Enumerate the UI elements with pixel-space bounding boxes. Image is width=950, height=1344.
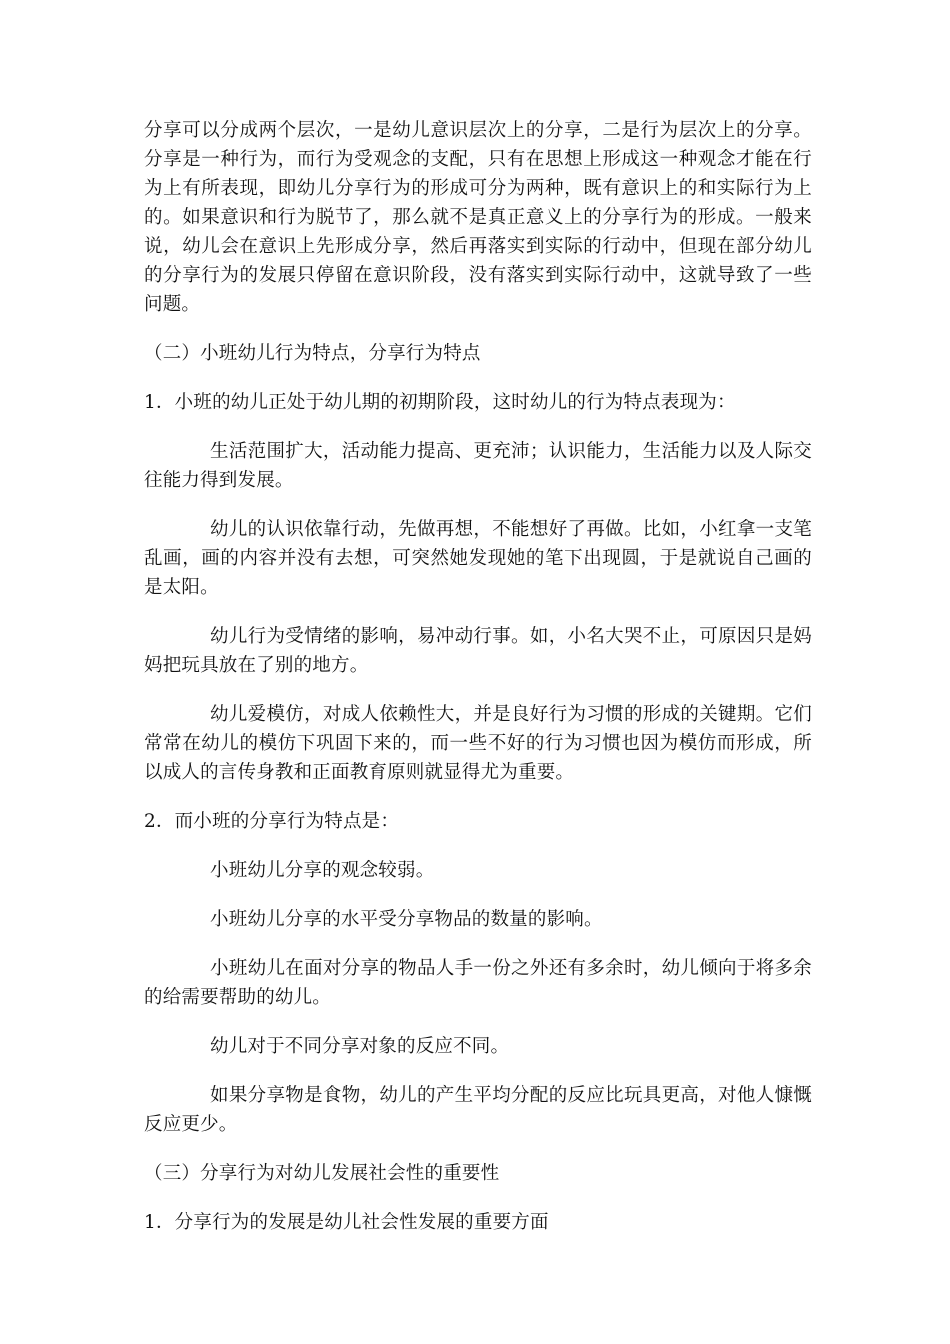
paragraph-activity-range: 生活范围扩大，活动能力提高、更充沛；认识能力，生活能力以及人际交往能力得到发展。	[144, 441, 812, 491]
paragraph-imitation: 幼儿爱模仿，对成人依赖性大，并是良好行为习惯的形成的关键期。它们常常在幼儿的模仿下巩固下来的，而一些不好的行为习惯也因为模仿而形成，所以成人的言传身教和正面教育原则就显得尤为重要。	[144, 704, 812, 783]
document-page	[144, 116, 812, 1237]
paragraph-sharing-levels: 分享可以分成两个层次，一是幼儿意识层次上的分享，二是行为层次上的分享。分享是一种行为，而行为受观念的支配，只有在思想上形成这一种观念才能在行为上有所表现，即幼儿分享行为的形成可分为两种，既有意识上的和实际行为上的。如果意识和行为脱节了，那么就不是真正意义上的分享行为的形成。一般来说，幼儿会在意识上先形成分享，然后再落实到实际的行动中，但现在部分幼儿的分享行为的发展只停留在意识阶段，没有落实到实际行动中，这就导致了一些问题。	[144, 120, 812, 315]
paragraph-emotion: 幼儿行为受情绪的影响，易冲动行事。如，小名大哭不止，可原因只是妈妈把玩具放在了别的地方。	[144, 626, 812, 676]
section-heading-3: （三）分享行为对幼儿发展社会性的重要性	[144, 1163, 500, 1184]
paragraph-food: 如果分享物是食物，幼儿的产生平均分配的反应比玩具更高，对他人慷慨反应更少。	[144, 1085, 812, 1135]
paragraph-surplus: 小班幼儿在面对分享的物品人手一份之外还有多余时，幼儿倾向于将多余的给需要帮助的幼儿。	[144, 958, 812, 1008]
list-item-1: 1．小班的幼儿正处于幼儿期的初期阶段，这时幼儿的行为特点表现为：	[144, 392, 736, 413]
paragraph-weak-concept: 小班幼儿分享的观念较弱。	[210, 860, 435, 881]
paragraph-different-objects: 幼儿对于不同分享对象的反应不同。	[210, 1036, 510, 1057]
list-item-3-1: 1．分享行为的发展是幼儿社会性发展的重要方面	[144, 1212, 549, 1233]
paragraph-cognition-action: 幼儿的认识依靠行动，先做再想，不能想好了再做。比如，小红拿一支笔乱画，画的内容并没有去想，可突然她发现她的笔下出现圆，于是就说自己画的是太阳。	[144, 519, 812, 598]
list-item-2: 2．而小班的分享行为特点是：	[144, 811, 400, 832]
paragraph-quantity-effect: 小班幼儿分享的水平受分享物品的数量的影响。	[210, 909, 603, 930]
section-heading-2: （二）小班幼儿行为特点，分享行为特点	[144, 343, 481, 364]
